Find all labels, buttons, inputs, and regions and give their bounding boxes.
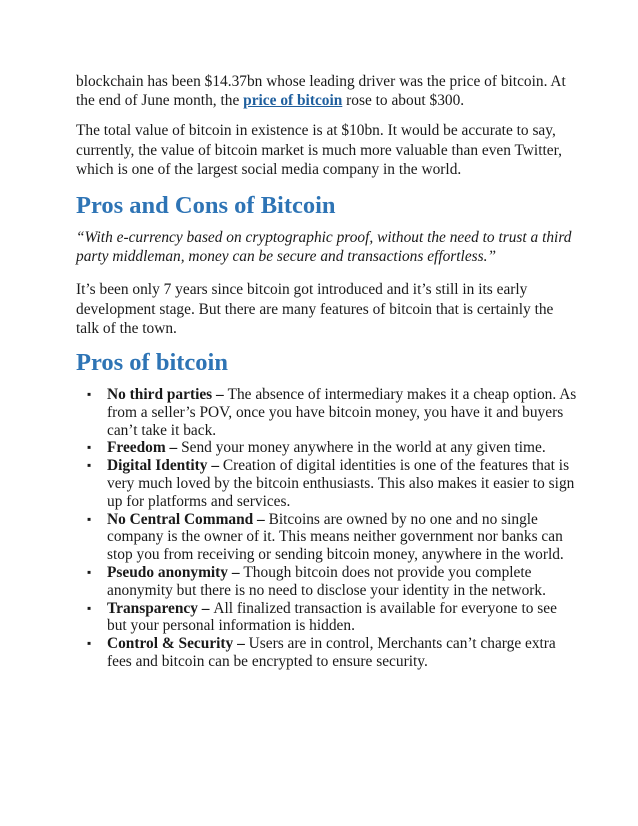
- intro-text-after-link: rose to about $300.: [342, 92, 465, 110]
- pros-item-text: All finalized transaction is available for everyone to see but your personal information is hidden.: [107, 599, 557, 635]
- pros-item-term: Digital Identity –: [107, 457, 223, 475]
- square-bullet-icon: ▪: [87, 387, 92, 402]
- pros-list-item: [87, 564, 578, 600]
- bitcoin-age-paragraph: It’s been only 7 years since bitcoin got introduced and it’s still in its early development stage. But there are many features of bitcoin that is certainly the talk of the town.: [76, 281, 554, 337]
- pros-item-text: Though bitcoin does not provide you complete anonymity but there is no need to disclose your identity in the network.: [107, 564, 546, 599]
- pros-list-item: [87, 457, 578, 510]
- pros-list-item: [87, 510, 578, 564]
- intro-text-before-link: blockchain has been $14.37bn whose leading driver was the price of bitcoin. At the end of June month, the: [76, 73, 566, 110]
- intro-paragraph-1: [76, 72, 578, 110]
- heading-pros-and-cons: Pros and Cons of Bitcoin: [76, 192, 336, 220]
- pros-item-term: Transparency –: [107, 599, 214, 617]
- pros-list-item: [87, 386, 578, 439]
- quote-paragraph: “With e-currency based on cryptographic proof, without the need to trust a third party middleman, money can be secure and transactions effortless.”: [76, 229, 572, 266]
- pros-list-item: [87, 439, 578, 457]
- square-bullet-icon: ▪: [87, 636, 92, 651]
- square-bullet-icon: ▪: [87, 440, 92, 455]
- square-bullet-icon: ▪: [87, 511, 92, 526]
- pros-item-term: Freedom –: [107, 439, 182, 457]
- square-bullet-icon: ▪: [87, 565, 92, 579]
- intro-paragraph-2: The total value of bitcoin in existence is at $10bn. It would be accurate to say, currently, the value of bitcoin market is much more valuable than even Twitter, which is one of the largest social media company in the world.: [76, 122, 562, 178]
- pros-list-item: [87, 599, 578, 636]
- square-bullet-icon: ▪: [87, 600, 92, 615]
- pros-item-text: The absence of intermediary makes it a cheap option. As from a seller’s POV, once you have bitcoin money, you have it and buyers can’t take it back.: [107, 386, 577, 439]
- pros-item-text: Users are in control, Merchants can’t charge extra fees and bitcoin can be encrypted to ensure security.: [107, 635, 556, 670]
- pros-item-term: Pseudo anonymity –: [107, 564, 244, 581]
- square-bullet-icon: ▪: [87, 458, 92, 473]
- pros-item-text: Send your money anywhere in the world at any given time.: [181, 439, 546, 457]
- pros-item-text: Creation of digital identities is one of the features that is very much loved by the bitcoin enthusiasts. This also makes it easier to sign up for platforms and services.: [107, 457, 575, 510]
- pros-item-term: Control & Security –: [107, 635, 249, 653]
- pros-list-item: [87, 635, 578, 671]
- pros-item-text: Bitcoins are owned by no one and no single company is the owner of it. This means neither government nor banks can stop you from receiving or sending bitcoin money, anywhere in the world.: [107, 510, 564, 564]
- pros-list: [76, 386, 578, 671]
- pros-item-term: No third parties –: [107, 386, 228, 404]
- heading-pros-of-bitcoin: Pros of bitcoin: [76, 349, 228, 377]
- pros-item-term: No Central Command –: [107, 510, 269, 528]
- price-of-bitcoin-link[interactable]: price of bitcoin: [243, 92, 343, 110]
